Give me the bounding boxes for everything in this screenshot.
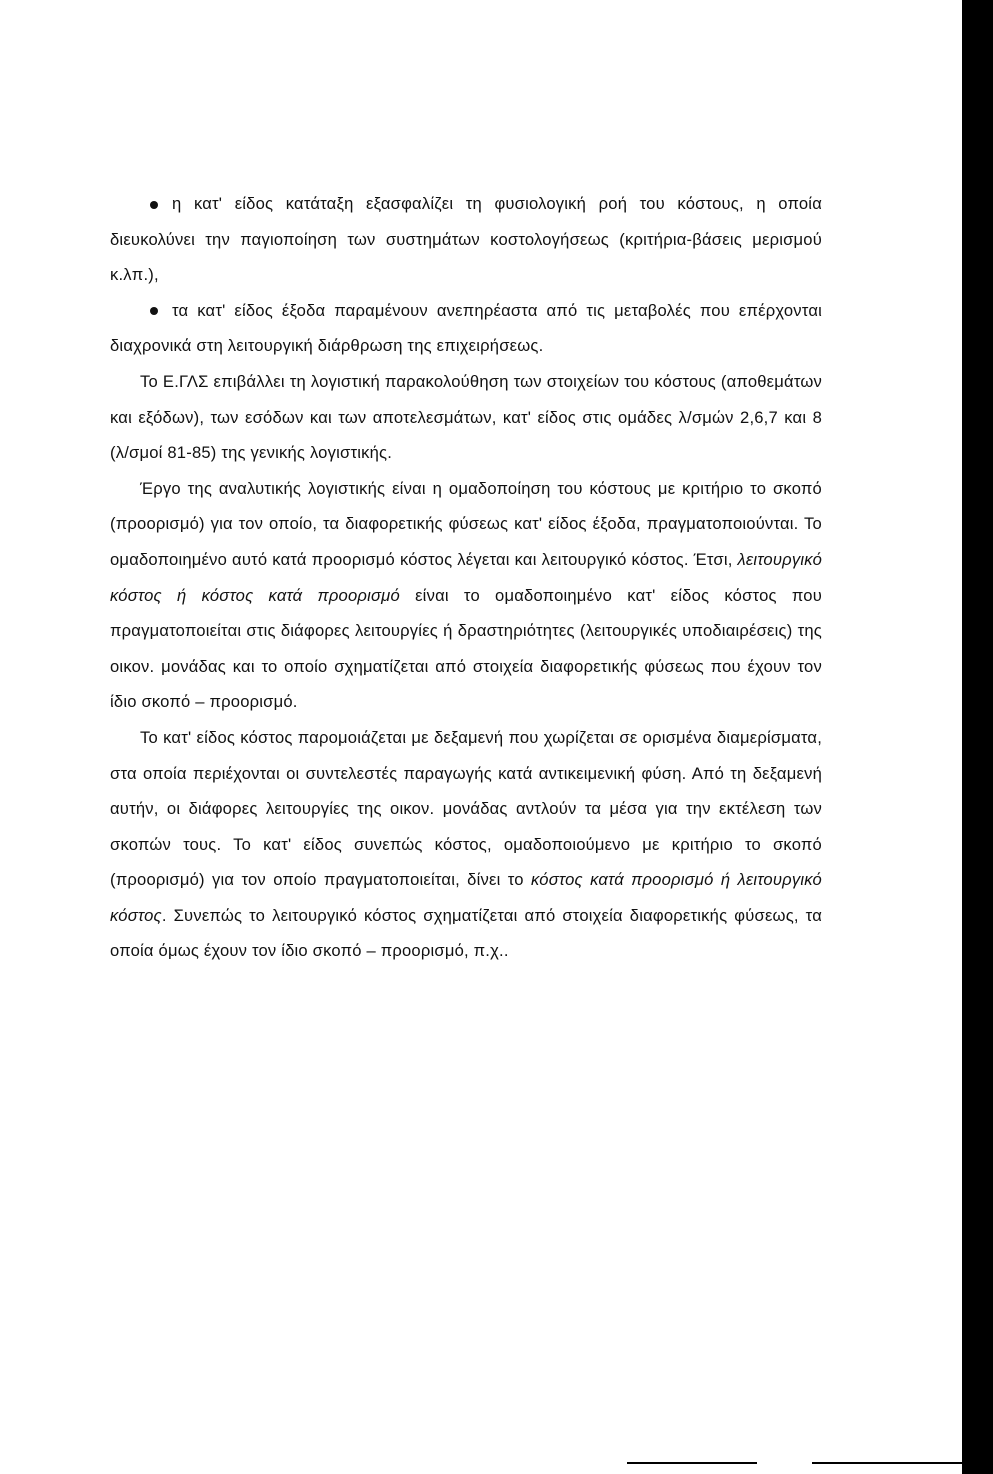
paragraph-egls: Το Ε.ΓΛΣ επιβάλλει τη λογιστική παρακολούθηση των στοιχείων του κόστους (αποθεμάτων και εξόδων), των εσόδων και των αποτελεσμάτων, κατ' είδος στις ομάδες λ/σμών 2,6,7 και 8 (λ/σμοί 81-85) της γενικής λογιστικής. <box>110 371 822 463</box>
bullet-item-2 <box>110 293 822 364</box>
paragraph-operational-cost <box>110 471 822 720</box>
bullet-text: η κατ' είδος κατάταξη εξασφαλίζει τη φυσιολογική ροή του κόστους, η οποία διευκολύνει την παγιοποίηση των συστημάτων κοστολογήσεως (κριτήρια-βάσεις μερισμού κ.λπ.), <box>110 194 822 285</box>
footer-rule <box>812 1462 962 1464</box>
paragraph-text: Το κατ' είδος κόστος παρομοιάζεται με δεξαμενή που χωρίζεται σε ορισμένα διαμερίσματα, στα οποία περιέχονται οι συντελεστές παραγωγής κατά αντικειμενική φύση. Από τη δεξαμενή αυτήν, οι διάφορες λειτουργίες της οικον. μονάδας αντλούν τα μέσα για την εκτέλεση των σκοπών τους. Το κατ' είδος συνεπώς κόστος, ομαδοποιούμενο με κριτήριο το σκοπό (προορισμό) για τον οποίο πραγματοποιείται, δίνει το <box>110 727 822 890</box>
italic-term: κόστος κατά προορισμό ή λειτουργικό κόστος <box>110 870 822 925</box>
paragraph-text: . Συνεπώς το λειτουργικό κόστος σχηματίζεται από στοιχεία διαφορετικής φύσεως, τα οποία όμως έχουν τον ίδιο σκοπό – προορισμό, π.χ.. <box>110 905 822 961</box>
bullet-icon <box>150 307 158 315</box>
paragraph-reservoir <box>110 720 822 969</box>
bullet-item-1 <box>110 186 822 293</box>
paragraph-text: είναι το ομαδοποιημένο κατ' είδος κόστος που πραγματοποιείται στις διάφορες λειτουργίες ή δραστηριότητες (λειτουργικές υποδιαιρέσεις) της οικον. μονάδας και το οποίο σχηματίζεται από στοιχεία διαφορετικής φύσεως που έχουν τον ίδιο σκοπό – προορισμό. <box>110 585 822 712</box>
paragraph-text: Έργο της αναλυτικής λογιστικής είναι η ομαδοποίηση του κόστους με κριτήριο το σκοπό (προορισμό) για τον οποίο, τα διαφορετικής φύσεως κατ' είδος έξοδα, πραγματοποιούνται. Το ομαδοποιημένο αυτό κατά προορισμό κόστος λέγεται και λειτουργικό κόστος. Έτσι, <box>110 478 822 569</box>
body-text <box>110 186 822 969</box>
italic-term: λειτουργικό κόστος ή κόστος κατά προορισμό <box>110 549 822 605</box>
footer-rule <box>627 1462 757 1464</box>
bullet-text: τα κατ' είδος έξοδα παραμένουν ανεπηρέαστα από τις μεταβολές που επέρχονται διαχρονικά στη λειτουργική διάρθρωση της επιχειρήσεως. <box>110 300 822 356</box>
bullet-icon <box>150 201 158 209</box>
